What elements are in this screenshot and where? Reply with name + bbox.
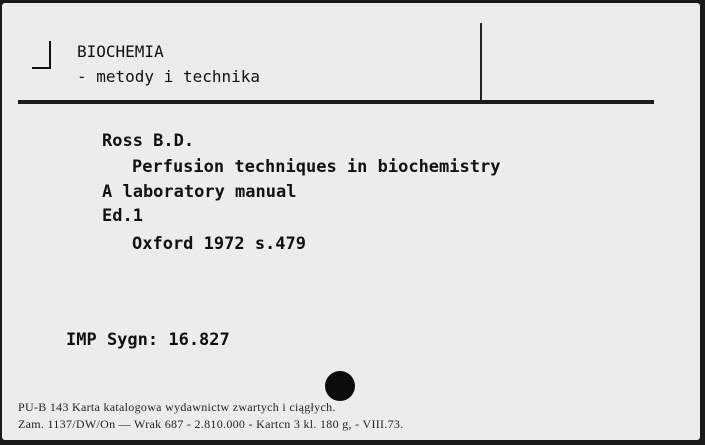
edition: Ed.1 bbox=[102, 206, 143, 226]
subject-heading: BIOCHEMIA bbox=[77, 42, 164, 61]
printer-note-line1: PU-B 143 Karta katalogowa wydawnictw zwartych i ciągłych. bbox=[18, 400, 336, 414]
printer-note-line2: Zam. 1137/DW/On — Wrak 687 - 2.810.000 - Kartcn 3 kl. 180 g, - VIII.73. bbox=[18, 417, 404, 431]
corner-mark-horizontal bbox=[32, 67, 51, 69]
corner-mark-vertical bbox=[49, 41, 51, 68]
header-rule bbox=[18, 100, 654, 104]
header-divider bbox=[480, 23, 482, 101]
imprint: Oxford 1972 s.479 bbox=[132, 234, 306, 254]
book-subtitle: A laboratory manual bbox=[102, 182, 297, 202]
subject-subheading: - metody i technika bbox=[77, 67, 261, 86]
author: Ross B.D. bbox=[102, 131, 195, 151]
punch-hole bbox=[325, 371, 355, 401]
catalog-card bbox=[2, 3, 700, 440]
call-number: IMP Sygn: 16.827 bbox=[66, 330, 230, 350]
book-title: Perfusion techniques in biochemistry bbox=[132, 157, 501, 177]
